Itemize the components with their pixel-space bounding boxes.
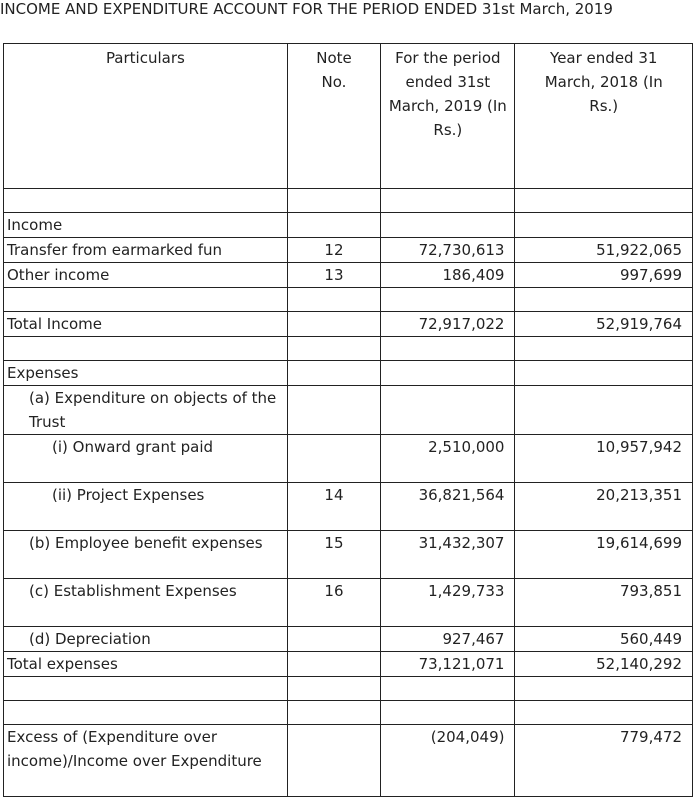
blank-row <box>4 337 693 361</box>
row-previous: 19,614,699 <box>515 531 693 579</box>
row-label: Other income <box>4 263 288 288</box>
row-label: (a) Expenditure on objects of the Trust <box>4 386 288 435</box>
income-heading: Income <box>4 213 288 238</box>
row-current: 31,432,307 <box>381 531 515 579</box>
blank-row <box>4 701 693 725</box>
row-current: 927,467 <box>381 627 515 652</box>
row-label: Excess of (Expenditure over income)/Income over Expenditure <box>4 725 288 797</box>
table-row <box>4 531 693 579</box>
row-label: (d) Depreciation <box>4 627 288 652</box>
table-row <box>4 579 693 627</box>
header-note: Note No. <box>287 44 380 189</box>
row-note: 15 <box>287 531 380 579</box>
table-row <box>4 652 693 677</box>
row-label: (c) Establishment Expenses <box>4 579 288 627</box>
table-row <box>4 627 693 652</box>
table-row <box>4 435 693 483</box>
row-previous: 20,213,351 <box>515 483 693 531</box>
row-note: 13 <box>287 263 380 288</box>
header-previous-year: Year ended 31 March, 2018 (In Rs.) <box>515 44 693 189</box>
row-current: 72,917,022 <box>381 312 515 337</box>
table-row <box>4 725 693 797</box>
row-current: 36,821,564 <box>381 483 515 531</box>
blank-row <box>4 189 693 213</box>
row-label: Transfer from earmarked fun <box>4 238 288 263</box>
row-previous: 10,957,942 <box>515 435 693 483</box>
row-current: 1,429,733 <box>381 579 515 627</box>
row-previous: 51,922,065 <box>515 238 693 263</box>
row-current: 2,510,000 <box>381 435 515 483</box>
row-current: 72,730,613 <box>381 238 515 263</box>
row-label: Total Income <box>4 312 288 337</box>
row-label: (ii) Project Expenses <box>4 483 288 531</box>
table-row <box>4 386 693 435</box>
row-previous: 560,449 <box>515 627 693 652</box>
row-previous: 779,472 <box>515 725 693 797</box>
row-previous: 793,851 <box>515 579 693 627</box>
row-label: (i) Onward grant paid <box>4 435 288 483</box>
row-current: 186,409 <box>381 263 515 288</box>
row-label: (b) Employee benefit expenses <box>4 531 288 579</box>
row-note: 16 <box>287 579 380 627</box>
row-note: 12 <box>287 238 380 263</box>
row-previous: 52,919,764 <box>515 312 693 337</box>
expenses-heading: Expenses <box>4 361 288 386</box>
blank-row <box>4 288 693 312</box>
blank-row <box>4 677 693 701</box>
row-current: (204,049) <box>381 725 515 797</box>
page-title: INCOME AND EXPENDITURE ACCOUNT FOR THE PERIOD ENDED 31st March, 2019 <box>0 0 613 18</box>
row-label: Total expenses <box>4 652 288 677</box>
header-current-period: For the period ended 31st March, 2019 (In Rs.) <box>381 44 515 189</box>
header-row <box>4 44 693 189</box>
table-row <box>4 213 693 238</box>
row-previous: 997,699 <box>515 263 693 288</box>
income-expenditure-table <box>3 43 693 797</box>
table-row <box>4 238 693 263</box>
row-previous: 52,140,292 <box>515 652 693 677</box>
row-current: 73,121,071 <box>381 652 515 677</box>
table-row <box>4 361 693 386</box>
table-row <box>4 483 693 531</box>
row-note: 14 <box>287 483 380 531</box>
table-row <box>4 263 693 288</box>
header-particulars: Particulars <box>4 44 288 189</box>
table-row <box>4 312 693 337</box>
